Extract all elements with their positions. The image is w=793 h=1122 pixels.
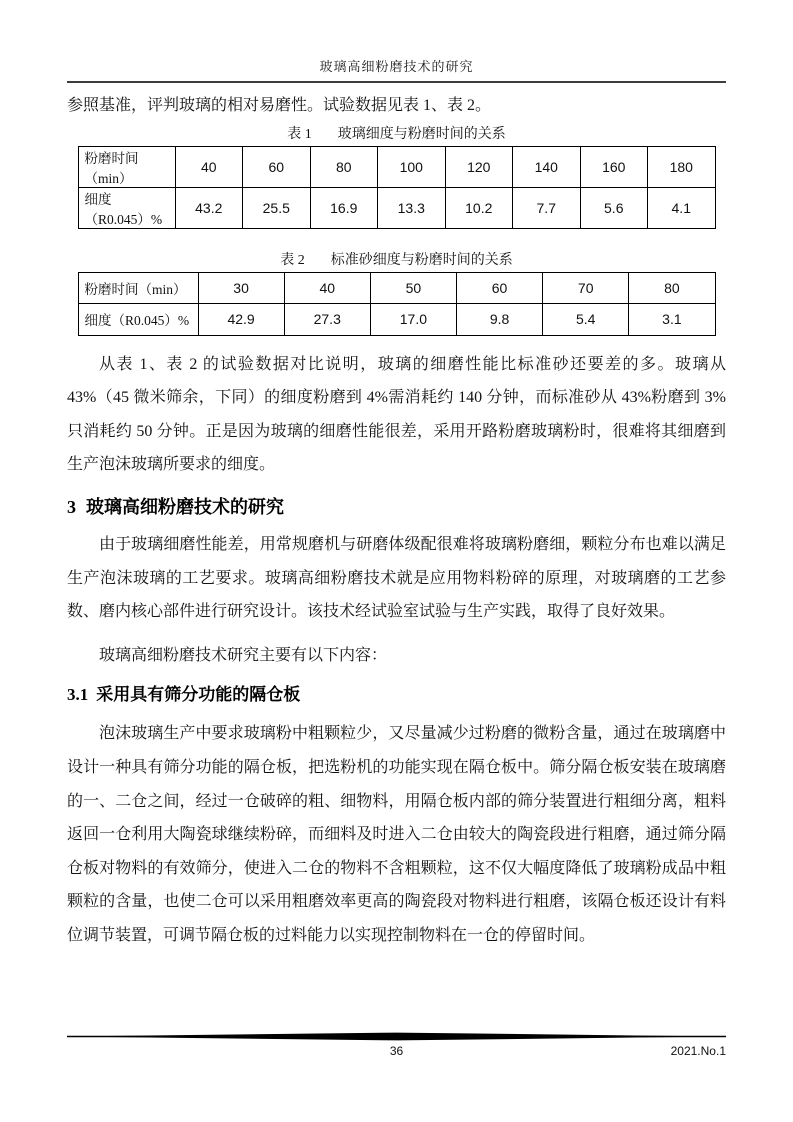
section-3-1-number: 3.1 <box>67 685 89 705</box>
section-3-title: 玻璃高细粉磨技术的研究 <box>86 496 284 517</box>
value-cell: 140 <box>513 146 581 187</box>
row-label-cell: 细度（R0.045）% <box>78 304 198 336</box>
value-cell: 4.1 <box>648 187 716 228</box>
table1-caption <box>67 125 726 145</box>
table-row <box>78 304 715 336</box>
table-glass-fineness-vs-time <box>78 146 716 229</box>
value-cell: 13.3 <box>378 187 446 228</box>
table-row <box>78 146 715 187</box>
table-row <box>78 272 715 304</box>
value-cell: 43.2 <box>175 187 243 228</box>
section-3-1-title: 采用具有筛分功能的隔仓板 <box>96 685 301 705</box>
paragraph-comparison: 从表 1、表 2 的试验数据对比说明，玻璃的细磨性能比标准砂还要差的多。玻璃从 43%（45 微米筛余，下同）的细度粉磨到 4%需消耗约 140 分钟，而标准砂从 43%粉磨到 3%只消耗约 50 分钟。正是因为玻璃的细磨性能很差，采用开路粉磨玻璃粉时，很难将其细磨到生产泡沫玻璃所要求的细度。 <box>67 355 726 474</box>
running-header <box>67 0 726 83</box>
table1-caption-label: 表 1 <box>287 126 312 142</box>
value-cell: 17.0 <box>370 304 456 336</box>
footer-row <box>67 1043 726 1059</box>
value-cell: 40 <box>284 272 370 304</box>
value-cell: 180 <box>648 146 716 187</box>
value-cell: 40 <box>175 146 243 187</box>
row-label-cell: 粉磨时间（min） <box>78 146 175 187</box>
value-cell: 30 <box>198 272 284 304</box>
table-row <box>78 187 715 228</box>
value-cell: 50 <box>370 272 456 304</box>
value-cell: 160 <box>580 146 648 187</box>
footer-decorative-rule <box>67 1032 726 1041</box>
value-cell: 80 <box>629 272 715 304</box>
value-cell: 16.9 <box>310 187 378 228</box>
section-3-1-heading <box>67 682 726 707</box>
value-cell: 42.9 <box>198 304 284 336</box>
value-cell: 60 <box>456 272 542 304</box>
table-standard-sand-fineness-vs-time <box>78 272 716 336</box>
value-cell: 7.7 <box>513 187 581 228</box>
section-3-heading <box>67 494 726 520</box>
table2-caption-title: 标准砂细度与粉磨时间的关系 <box>330 252 513 268</box>
value-cell: 3.1 <box>629 304 715 336</box>
value-cell: 120 <box>445 146 513 187</box>
page-number: 36 <box>389 1044 404 1058</box>
value-cell: 25.5 <box>243 187 311 228</box>
value-cell: 5.6 <box>580 187 648 228</box>
value-cell: 10.2 <box>445 187 513 228</box>
row-label-cell: 细度（R0.045）% <box>78 187 175 228</box>
row-label-cell: 粉磨时间（min） <box>78 272 198 304</box>
table2-caption <box>67 251 726 271</box>
paragraph-section31-body: 泡沫玻璃生产中要求玻璃粉中粗颗粒少，又尽量减少过粉磨的微粉含量，通过在玻璃磨中设计一种具有筛分功能的隔仓板，把选粉机的功能实现在隔仓板中。筛分隔仓板安装在玻璃磨的一、二仓之间，经过一仓破碎的粗、细物料，用隔仓板内部的筛分装置进行粗细分离，粗料返回一仓利用大陶瓷球继续粉碎，而细料及时进入二仓由较大的陶瓷段进行粗磨，通过筛分隔仓板对物料的有效筛分，使进入二仓的物料不含粗颗粒，这不仅大幅度降低了玻璃粉成品中粗颗粒的含量，也使二仓可以采用粗磨效率更高的陶瓷段对物料进行粗磨，该隔仓板还设计有料位调节装置，可调节隔仓板的过料能力以实现控制物料在一仓的停留时间。 <box>67 725 726 944</box>
value-cell: 27.3 <box>284 304 370 336</box>
table2-caption-label: 表 2 <box>280 252 305 268</box>
paragraph-intro: 参照基准，评判玻璃的相对易磨性。试验数据见表 1、表 2。 <box>67 97 492 114</box>
paragraph-section3-list-intro: 玻璃高细粉磨技术研究主要有以下内容： <box>99 646 388 664</box>
value-cell: 60 <box>243 146 311 187</box>
table1-caption-title: 玻璃细度与粉磨时间的关系 <box>337 126 506 142</box>
paragraph-section3-intro: 由于玻璃细磨性能差，用常规磨机与研磨体级配很难将玻璃粉磨细，颗粒分布也难以满足生产泡沫玻璃的工艺要求。玻璃高细粉磨技术就是应用物料粉碎的原理，对玻璃磨的工艺参数、磨内核心部件进行研究设计。该技术经试验室试验与生产实践，取得了良好效果。 <box>67 535 726 621</box>
section-3-number: 3 <box>67 496 76 517</box>
value-cell: 80 <box>310 146 378 187</box>
value-cell: 9.8 <box>456 304 542 336</box>
value-cell: 100 <box>378 146 446 187</box>
running-header-title: 玻璃高细粉磨技术的研究 <box>319 59 474 74</box>
value-cell: 5.4 <box>543 304 629 336</box>
value-cell: 70 <box>543 272 629 304</box>
page-footer <box>67 1032 726 1059</box>
issue-label: 2021.No.1 <box>670 1044 726 1058</box>
